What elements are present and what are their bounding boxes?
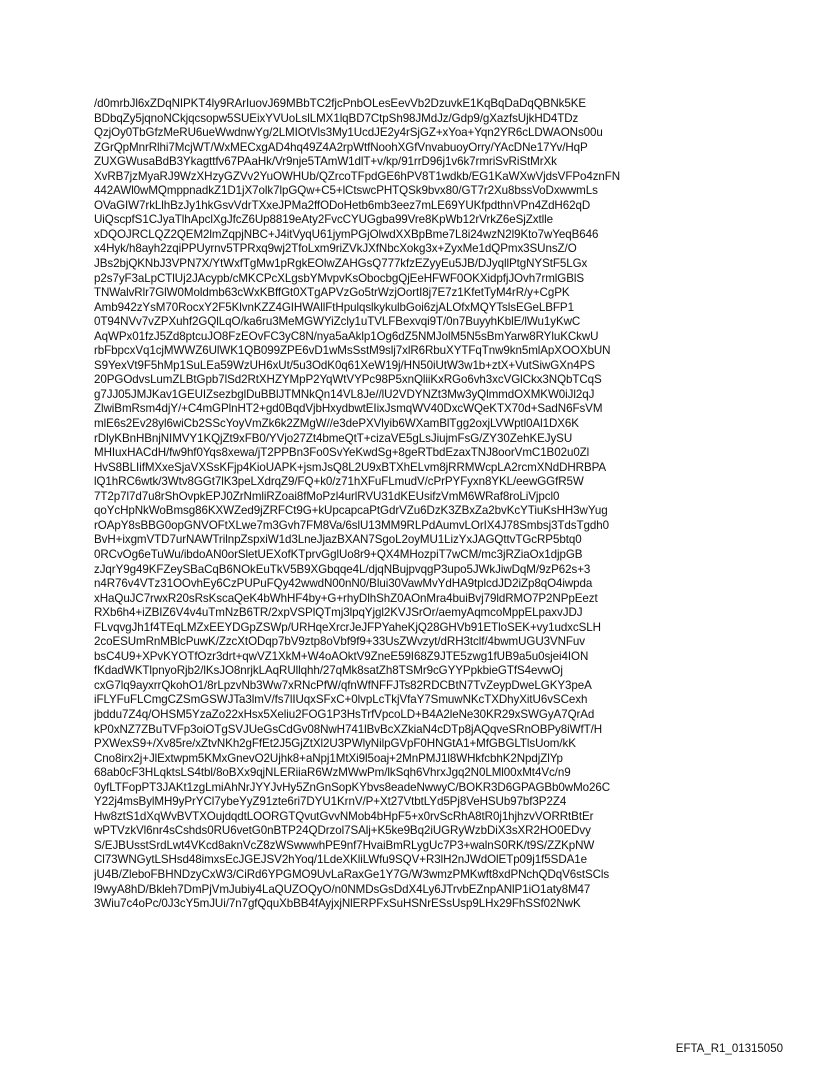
text-line: XvRB7jzMyaRJ9WzXHzyGZVv2YuOWHUb/QZrcoTFpdGE6hPV8T1wdkb/EG1KaWXwVjdsVFPo4znFN <box>94 169 621 183</box>
bates-number: EFTA_R1_01315050 <box>675 1043 783 1055</box>
text-line: JBs2bjQKNbJ3VPN7X/YtWxfTgMw1pRgkEOlwZAHGsQ777kfzEZyyEu5JB/DJyqllPtgNYStF5LGx <box>94 257 588 271</box>
text-line: Cl73WNGytLSHsd48imxsEcJGEJSV2hYoq/1LdeXKliLWfu9SQV+R3lH2nJWdOlETp09j1f5SDA1e <box>94 853 588 867</box>
text-line: lQ1hRC6wtk/3Wtv8GGt7lK3peLXdrqZ9/FQ+k0/z71hXFuFLmudV/cPrPYFyxn8YKL/eewGGfR5W <box>94 475 584 489</box>
text-line: RXb6h4+iZBIZ6V4v4uTmNzB6TR/2xpVSPlQTmj3lpqYjgl2KVJSrOr/aemyAqmcoMppELpaxvJDJ <box>94 606 583 620</box>
text-line: Hw8ztS1dXqWvBVTXOujdqdtLOORGTQvutGvvNMob4bHpF5+x0rvScRhA8tR0j1hjhzvVORRtBtEr <box>94 809 594 823</box>
text-line: 442AWl0wMQmppnadkZ1D1jX7olk7lpGQw+C5+lCtswcPHTQSk9bvx80/GT7r2Xu8bssVoDxwwmLs <box>94 184 598 198</box>
text-line: PXWexS9+/Xv85re/xZtvNKh2gFfEt2J5GjZtXl2U3PWlyNilpGVpF0HNGtA1+MfGBGLTlsUom/kK <box>94 737 576 751</box>
text-line: jU4B/ZleboFBHNDzyCxW3/CiRd6YPGMO9UvLaRaxGe1Y7G/W3wmzPMKwft8xdPNchQDqV6stSCls <box>94 867 610 881</box>
text-line: qoYcHpNkWoBmsg86KXWZed9jZRFCt9G+kUpcapcaPtGdrVZu6DzK3ZBxZa2bvKcYTiuKsHH3wYug <box>94 504 608 518</box>
text-line: Amb942zYsM70RocxY2F5KlvnKZZ4GIHWAllFtHpulqslkykulbGoi6zjALOfxMQYTslsEGeLBFP1 <box>94 300 574 314</box>
text-line: ZGrQpMnrRlhi7McjWT/WxMECxgAD4hq49Z4A2rpWtfNoohXGfVnvabuoyOrry/YAcDNe17Yv/HqP <box>94 140 588 154</box>
text-line: jbddu7Z4q/OHSM5YzaZo22xHsx5Xeliu2FOG1P3HsTrfVpcoLD+B4A2leNe30KR29xSWGyA7QrAd <box>94 707 595 721</box>
text-line: 2coESUmRnMBlcPuwK/ZzcXtODqp7bV9ztp8oVbf9f9+33UsZWvzyt/dRH3tclf/4bwmUGU3VNFuv <box>94 635 586 649</box>
text-line: rOApY8sBBG0opGNVOFtXLwe7m3Gvh7FM8Va/6slU13MM9RLPdAumvLOrIX4J78Smbsj3TdsTgdh0 <box>94 518 609 532</box>
text-line: QzjOy0TbGfzMeRU6ueWwdnwYg/2LMIOtVls3My1UcdJE2y4rSjGZ+xYoa+Yqn2YR6cLDWAONs00u <box>94 126 603 140</box>
text-line: HvS8BLIifMXxeSjaVXSsKFjp4KioUAPK+jsmJsQ8L2U9xBTXhELvm8jRRMWcpLA2rcmXNdDHRBPA <box>94 460 607 474</box>
text-line: x4Hyk/h8ayh2zqiPPUyrnv5TPRxq9wj2TfoLxm9riZVkJXfNbcXokg3x+ZyxMe1dQPmx3SUnsZ/O <box>94 242 577 256</box>
text-line: 7T2p7l7d7u8rShOvpkEPJ0ZrNmliRZoai8fMoPzl4urlRVU31dKEUsifzVmM6WRaf8roLiVjpcl0 <box>94 489 560 503</box>
text-line: xDQOJRCLQZ2QEM2lmZqpjNBC+J4itVyqU61jymPGjOlwdXXBpBme7L8i24wzN2l9Kto7wYeqB646 <box>94 227 599 241</box>
text-line: 20PGOdvsLumZLBtGpb7lSd2RtXHZYMpP2YqWtVYPc98P5xnQliiKxRGo6vh3xcVGlCkx3NQbTCqS <box>94 373 602 387</box>
encoded-text-block <box>94 97 794 912</box>
text-line: xHaQuJC7rwxR20sRsKscaQeK4bWhHF4by+G+rhyDlhShZ0AOnMra4buiBvj79ldRMO7P2NPpEezt <box>94 591 598 605</box>
text-line: l9wyA8hD/Bkleh7DmPjVmJubiy4LaQUZOQyO/n0NMDsGsDdX4Ly6JTrvbEZnpANlP1iO1aty8M47 <box>94 882 591 896</box>
text-line: iFLYFuFLCmgCZSmGSWJTa3lmV/fs7lIUqxSFxC+0lvpLcTkjVfaY7SmuwNKcTXDhyXitU6vSCexh <box>94 693 588 707</box>
text-line: Cno8irx2j+JlExtwpm5KMxGnevO2Ujhk8+aNpj1MtXi9l5oaj+2MnPMJ1l8WHkfcbhK2NpdjZlYp <box>94 751 563 765</box>
text-line: Y22j4msBylMH9yPrYCl7ybeYyZ91zte6ri7DYU1KrnV/P+Xt27VtbtLYd5Pj8VeHSUb97bf3P2Z4 <box>94 795 567 809</box>
text-line: g7JJ05JMJKav1GEUIZsezbglDuBBlJTMNkQn14VL8Je//lU2VDYNZt3Mw3yQlmmdOXMKW0iJl2qJ <box>94 387 595 401</box>
text-line: n4R76v4VTz31OOvhEy6CzPUPuFQy42wwdN00nN0/Blui30VawMvYdHA9tplcdJD2iZp8qO4iwpda <box>94 577 593 591</box>
text-line: 3Wiu7c4oPc/0J3cY5mJUi/7n7gfQquXbBB4fAyjxjNlERPFxSuHSNrESsUsp9LHx29FhSSf02NwK <box>94 897 581 911</box>
text-line: zJqrY9g49KFZeySBaCqB6NOkEuTkV5B9XGbqqe4L/djqNBujpvqgP3upo5JWkJiwDqM/9zP62s+3 <box>94 562 591 576</box>
text-line: /d0mrbJl6xZDqNIPKT4ly9RArIuovJ69MBbTC2fjcPnbOLesEevVb2DzuvkE1KqBqDaDqQBNk5KE <box>94 97 587 110</box>
text-line: mlE6s2Ev28yl6wiCb2SScYoyVmZk6k2ZMgW//e3dePXVlyib6WXamBlTgg2oxjLVWptl0Al1DX6K <box>94 417 579 431</box>
text-line: rbFbpcxVq1cjMWWZ6UlWK1QB099ZPE6vD1wMsSstM9slj7xlR6RbuXYTFqTnw9kn5mlApXOOXbUN <box>94 344 611 358</box>
text-line: FLvqvgJh1f4TEqLMZxEEYDGpZSWp/URHqeXrcrJeJFPYaheKjQ28GHVb91ETloSEK+vy1udxcSLH <box>94 620 601 634</box>
text-line: 0yfLTFopPT3JAKt1zgLmiAhNrJYYJvHy5ZnGnSopKYbvs8eadeNwwyC/BOKR3D6GPAGBb0wMo26C <box>94 780 611 794</box>
text-line: 0RCvOg6eTuWu/ibdoAN0orSletUEXofKTprvGglUo8r9+QX4MHozpiT7wCM/mc3jRZiaOx1djpGB <box>94 547 583 561</box>
text-line: TNWalvRlr7GlW0Moldmb63cWxKBffGt0XTgAPVzGo5trWzjOortI8j7E7z1KfetTyM4rR/y+CgPK <box>94 286 570 300</box>
text-line: 0T94NVv7vZPXuhf2GQlLqO/ka6ru3MeMGWYiZcly1uTVLFBexvqi9T/0n7BuyyhKblE/lWu1yKwC <box>94 315 581 329</box>
text-line: cxG7lq9ayxrrQkohO1/8rLpzvNb3Ww7xRNcPfW/qfnWfNFFJTs82RDCBtN7TvZeypDweLGKY3peA <box>94 678 592 692</box>
text-line: fKdadWKTlpnyoRjb2/lKsJO8nrjkLAqRUllqhh/27qMk8satZh8TSMr9cGYYPpkbieGTfS4evwOj <box>94 664 563 678</box>
text-line: wPTVzkVl6nr4sCshds0RU6vetG0nBTP24QDrzol7SAlj+K5ke9Bq2iUGRyWzbDiX3sXR2HO0EDvy <box>94 824 591 838</box>
text-line: UiQscpfS1CJyaTlhApclXgJfcZ6Up8819eAty2FvcCYUGgba99Vre8KpWb12rVrkZ6eSjZxtlle <box>94 213 554 227</box>
text-line: BvH+ixgmVTD7urNAWTrilnpZspxiW1d3LneJjazBXAN7SgoL2oyMU1LizYxJAGQttvTGcRP5btq0 <box>94 533 582 547</box>
text-line: ZUXGWusaBdB3Ykagttfv67PAaHk/Vr9nje5TAmW1dlT+v/kp/91rrD96j1v6k7rmriSvRiStMrXk <box>94 155 557 169</box>
text-line: OVaGIW7rkLlhBzJy1hkGsvVdrTXxeJPMa2ffODoHetb6mb3eez7mLE69YUKfpdthnVPn4ZdH62qD <box>94 198 591 212</box>
text-line: AqWPx01fzJ5Zd8ptcuJO8FzEOvFC3yC8N/nya5aAklp1Og6dZ5NMJolM5N5sBmYarw8RYluKCkwU <box>94 329 599 343</box>
text-line: MHIuxHACdH/fw9hf0Yqs8xewa/jT2PPBn3Fo0SvYeKwdSg+8geRTbdEzaxTNJ8oorVmC1B02u0Zl <box>94 446 590 460</box>
text-line: kP0xNZ7ZBuTVFp3oiOTgSVJUeGsCdGv08NwH741lBvBcXZkiaN4cDTp8jAQqveSRnOBPy8iWfT/H <box>94 722 603 736</box>
text-line: rDlyKBnHBnjNIMVY1KQjZt9xFB0/YVjo27Zt4bmeQtT+cizaVE5gLsJiujmFsG/ZY30ZehKEJySU <box>94 431 573 445</box>
text-line: BDbqZy5jqnoNCkjqcsopw5SUEixYVUoLslLMX1lqBD7CtpSh98JMdJz/Gdp9/gXazfsUjkHD4TDz <box>94 111 579 125</box>
text-line: p2s7yF3aLpCTlUj2JAcypb/cMKCPcXLgsbYMvpvKsObocbgQjEeHFWF0OKXidpfjJOvh7rmlGBlS <box>94 271 585 285</box>
text-line: S/EJBUsstSrdLwt4VKcd8aknVcZ8zWSwwwhPE9nf7HvaiBmRLygUc7P3+walnS0RK/t9S/ZZKpNW <box>94 838 595 852</box>
text-line: bsC4U9+XPvKYOTfOzr3drt+qwVZ1XkM+W4oAOktV9ZneE59I68Z9JTE5zwg1fUB9a5u0sjei4ION <box>94 649 589 663</box>
text-line: ZlwiBmRsm4djY/+C4mGPlnHT2+gd0BqdVjbHxydbwtEIixJsmqWV40DxcWQeKTX70d+SadN6FsVM <box>94 402 603 416</box>
text-line: 68ab0cF3HLqktsLS4tbl/8oBXx9qjNLERiiaR6WzMWwPm/lkSqh6VhrxJgq2N0LMl00xMt4Vc/n9 <box>94 766 571 780</box>
text-line: S9YexVt9F5hMp1SuLEa59WzUH6xUt/5u3OdK0q61XeW19j/HN50iUtW3w1b+ztX+VutSiwGXn4PS <box>94 358 595 372</box>
